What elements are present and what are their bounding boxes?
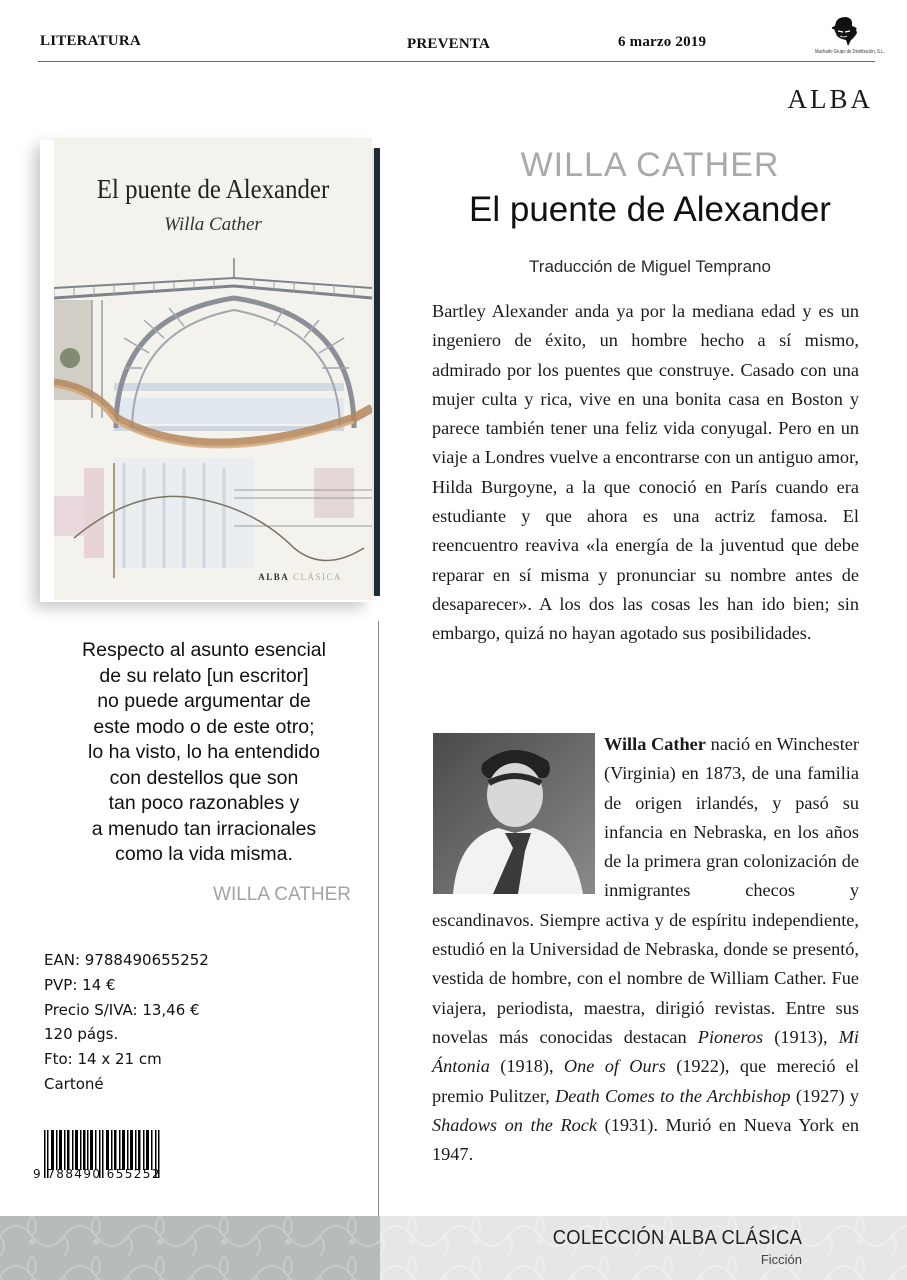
bio-text: (1918), [489, 1056, 564, 1077]
quote-attribution: WILLA CATHER [213, 884, 351, 905]
cover-imprint [54, 572, 372, 582]
distributor-caption: Machado Grupo de Distribución, S.L. [814, 49, 885, 55]
quote-line: como la vida misma. [115, 843, 293, 865]
cover-imprint-light: CLÁSICA [292, 572, 342, 582]
distributor-logo [810, 14, 885, 60]
damask-pattern [0, 1216, 380, 1280]
book-author: WILLA CATHER [520, 146, 780, 184]
quote-line: lo ha visto, lo ha entendido [87, 741, 320, 763]
book-title: El puente de Alexander [469, 190, 831, 229]
pull-quote [44, 638, 364, 868]
genre-label: Ficción [760, 1252, 802, 1267]
cover-front [54, 138, 372, 600]
bio-text: (1931). Murió en Nueva York en 1947. [432, 1114, 860, 1165]
publisher-logo: ALBA [787, 84, 873, 114]
collection-title: ALBA CLÁSICA [668, 1227, 802, 1249]
bio-text: (1927) y [790, 1085, 859, 1106]
cover-spine [374, 148, 380, 596]
collection-name [553, 1227, 802, 1250]
spec-binding: Cartoné [44, 1074, 104, 1093]
status-label: PREVENTA [407, 36, 490, 52]
collection-prefix: COLECCIÓN [552, 1227, 665, 1249]
work-title: Death Comes to the Archbishop [555, 1085, 791, 1106]
column-divider [378, 621, 379, 1217]
photo-spacer [432, 730, 604, 900]
quote-line: este modo o de este otro; [93, 715, 315, 738]
work-title: Shadows on the Rock [432, 1114, 598, 1135]
author-bio [432, 730, 859, 1169]
bio-author-name: Willa Cather [604, 734, 706, 754]
header-divider [38, 61, 875, 62]
quote-line: de su relato [un escritor] [99, 664, 309, 687]
quote-line: tan poco razonables y [108, 792, 300, 814]
spec-ean: EAN: 9788490655252 [44, 951, 209, 969]
work-title: Pioneros [697, 1026, 764, 1047]
work-title: Mi Ántonia [432, 1026, 859, 1077]
bio-text: (1922), que mereció el premio Pulitzer, [432, 1056, 859, 1106]
work-title: One of Ours [563, 1056, 666, 1077]
book-specs [44, 948, 209, 1097]
cover-imprint-bold: ALBA [258, 572, 290, 582]
spec-pages: 120 págs. [44, 1025, 119, 1044]
bridge-illustration [54, 258, 372, 588]
footer-band-left [0, 1216, 380, 1280]
bio-text: (1913), [763, 1026, 839, 1047]
spec-format: Fto: 14 x 21 cm [44, 1050, 162, 1069]
synopsis: Bartley Alexander anda ya por la mediana edad y es un ingeniero de éxito, un hombre hecho a sí mismo, admirado por los puentes que construye. Casado con una mujer culta y rica, vive en una bonita casa en Boston y parece también tener una feliz vida conyugal. Pero en un viaje a Londres vuelve a encontrarse con un antiguo amor, Hilda Burgoyne, a la que conoció en París cuando era estudiante y que ahora es una actriz famosa. El reencuentro reaviva «la energía de la juventud que debe reparar en sí misma y pronunciar su nombre antes de desaparecer». A los dos las cosas les han ido bien; sin embargo, quizá no hayan agotado sus posibilidades. [432, 301, 859, 644]
spec-pvp: PVP: 14 € [44, 975, 116, 994]
section-label: LITERATURA [40, 33, 141, 49]
translator-credit: Traducción de Miguel Temprano [529, 257, 771, 276]
cover-author: Willa Cather [164, 214, 262, 235]
quote-line: Respecto al asunto esencial [82, 639, 326, 661]
quote-line: con destellos que son [109, 766, 299, 789]
quote-line: no puede argumentar de [97, 690, 311, 712]
spec-price-no-vat: Precio S/IVA: 13,46 € [44, 1000, 200, 1019]
release-date: 6 marzo 2019 [618, 34, 707, 50]
quote-line: a menudo tan irracionales [91, 817, 317, 840]
barcode-number: 9 788490 655252 [33, 1167, 161, 1181]
cover-title: El puente de Alexander [96, 174, 330, 204]
bio-text: nació en Winchester (Virginia) en 1873, de una familia de origen irlandés, y pasó su infancia en Nebraska, en los años de la primera gran colonización de inmigrantes checos y escandinavos. Siempre activa y de espíritu independiente, estudió en la Universidad de Nebraska, donde se presentó, vestida de hombre, con el nombre de William Cather. Fue viajera, periodista, maestra, dirigió revistas. Entre sus novelas más conocidas destacan [432, 734, 859, 1047]
book-cover [40, 138, 380, 606]
hat-silhouette-icon [826, 14, 860, 48]
